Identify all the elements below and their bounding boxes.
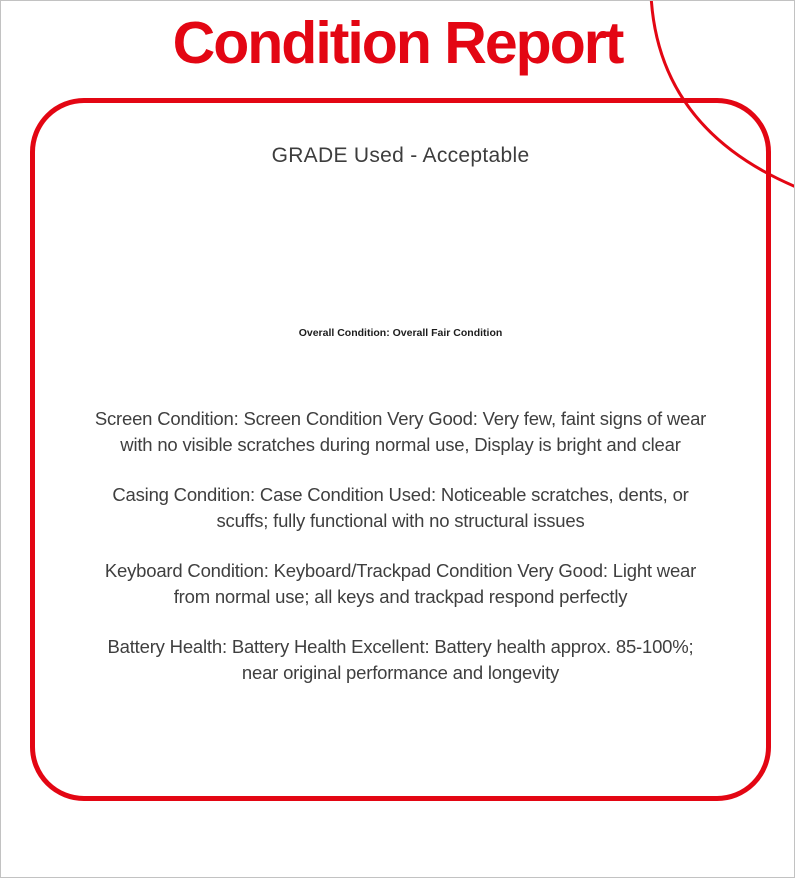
condition-line: from normal use; all keys and trackpad respond perfectly — [173, 586, 628, 607]
condition-line: scuffs; fully functional with no structural issues — [216, 510, 585, 531]
grade-heading: GRADE Used - Acceptable — [271, 144, 530, 167]
overall-condition-text: Overall Condition: Overall Fair Condition — [298, 327, 503, 339]
condition-line: near original performance and longevity — [241, 662, 560, 683]
condition-line: Casing Condition: Case Condition Used: Noticeable scratches, dents, or — [112, 484, 689, 505]
condition-line: Screen Condition: Screen Condition Very Good: Very few, faint signs of wear — [94, 408, 707, 429]
condition-paragraph-screen — [51, 406, 751, 458]
report-card — [30, 98, 771, 801]
page-title: Condition Report — [172, 10, 623, 76]
condition-line: Keyboard Condition: Keyboard/Trackpad Condition Very Good: Light wear — [104, 560, 697, 581]
condition-line: Battery Health: Battery Health Excellent: Battery health approx. 85-100%; — [107, 636, 694, 657]
condition-details — [35, 406, 766, 710]
condition-paragraph-battery — [51, 634, 751, 686]
condition-line: with no visible scratches during normal use, Display is bright and clear — [120, 434, 681, 455]
condition-paragraph-casing — [51, 482, 751, 534]
condition-paragraph-keyboard — [51, 558, 751, 610]
